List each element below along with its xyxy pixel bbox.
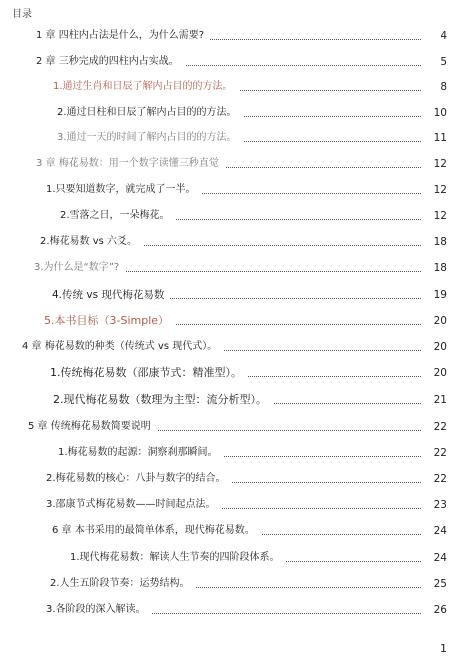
toc-entry-title[interactable]: 1.梅花易数的起源：洞察刹那瞬间。 — [58, 446, 224, 460]
toc-entry-title[interactable]: 1.只要知道数字，就完成了一半。 — [46, 183, 202, 197]
toc-entry[interactable] — [34, 261, 447, 275]
toc-entry-title[interactable]: 1.现代梅花易数：解读人生节奏的四阶段体系。 — [70, 551, 286, 565]
toc-entry[interactable] — [50, 577, 447, 591]
toc-entry-page: 22 — [433, 421, 447, 433]
toc-entry-page: 19 — [433, 289, 447, 301]
toc-entry-page: 20 — [433, 315, 447, 327]
toc-entry[interactable] — [44, 314, 447, 328]
toc-entry-page: 12 — [433, 184, 447, 196]
toc-entry-page: 25 — [433, 578, 447, 590]
toc-entry-page: 20 — [433, 367, 447, 379]
toc-entry-title[interactable]: 2 章 三秒完成的四柱内占实战。 — [36, 55, 185, 69]
toc-entry-page: 18 — [433, 236, 447, 248]
toc-entry-page: 22 — [433, 473, 447, 485]
toc-entry-title[interactable]: 2.通过日柱和日辰了解内占目的的方法。 — [57, 106, 243, 120]
toc-entry-title[interactable]: 5 章 传统梅花易数简要说明 — [28, 420, 157, 434]
toc-entry[interactable] — [22, 340, 447, 354]
toc-entry-page: 8 — [440, 81, 447, 93]
toc-entry-page: 5 — [440, 56, 447, 68]
toc-entry-page: 26 — [433, 604, 447, 616]
toc-entry[interactable] — [46, 472, 447, 486]
toc-entry[interactable] — [53, 393, 447, 407]
toc-entry-title[interactable]: 4.传统 vs 现代梅花易数 — [52, 288, 170, 302]
toc-entry[interactable] — [52, 288, 447, 302]
toc-entry-title[interactable]: 2.人生五阶段节奏：运势结构。 — [50, 577, 196, 591]
toc-heading: 目录 — [12, 9, 32, 20]
toc-entry-title[interactable]: 2.雪落之日，一朵梅花。 — [60, 209, 176, 223]
toc-entry[interactable] — [57, 131, 447, 145]
toc-entry[interactable] — [70, 551, 447, 565]
toc-entry-title[interactable]: 2.梅花易数的核心：八卦与数字的结合。 — [46, 472, 232, 486]
toc-entry-title[interactable]: 1.通过生肖和日辰了解内占目的的方法。 — [53, 80, 239, 94]
toc-entry-page: 24 — [433, 552, 447, 564]
toc-entry[interactable] — [52, 524, 447, 538]
toc-entry-page: 18 — [433, 262, 447, 274]
toc-entry[interactable] — [60, 209, 447, 223]
toc-entry-title[interactable]: 3.邵康节式梅花易数——时间起点法。 — [46, 498, 222, 512]
toc-entry-title[interactable]: 1 章 四柱内占法是什么，为什么需要? — [36, 29, 210, 43]
toc-entry[interactable] — [46, 183, 447, 197]
toc-entry[interactable] — [58, 446, 447, 460]
toc-entry-page: 12 — [433, 210, 447, 222]
toc-entry-title[interactable]: 4 章 梅花易数的种类（传统式 vs 现代式）。 — [22, 340, 223, 354]
toc-entry-page: 21 — [433, 394, 447, 406]
toc-entry-title[interactable]: 3 章 梅花易数：用一个数字读懂三秒直觉 — [36, 157, 225, 171]
toc-entry[interactable] — [57, 106, 447, 120]
toc-entry-title[interactable]: 2.梅花易数 vs 六爻。 — [40, 235, 143, 249]
toc-entry[interactable] — [53, 80, 447, 94]
toc-entry[interactable] — [50, 366, 447, 380]
toc-entry-title[interactable]: 5.本书目标（3-Simple） — [44, 314, 175, 328]
toc-entry[interactable] — [40, 235, 447, 249]
toc-entry-page: 11 — [433, 132, 447, 144]
toc-entry[interactable] — [36, 55, 447, 69]
toc-entry-title[interactable]: 6 章 本书采用的最简单体系，现代梅花易数。 — [52, 524, 261, 538]
toc-entry-title[interactable]: 3.通过一天的时间了解内占目的的方法。 — [57, 131, 243, 145]
toc-entry-title[interactable]: 3.各阶段的深入解读。 — [46, 603, 152, 617]
toc-entry[interactable] — [46, 498, 447, 512]
toc-entry[interactable] — [28, 420, 447, 434]
toc-entry-page: 23 — [433, 499, 447, 511]
toc-entry-page: 20 — [433, 341, 447, 353]
toc-entry-page: 24 — [433, 525, 447, 537]
toc-entry-title[interactable]: 1.传统梅花易数（邵康节式：精准型）。 — [50, 366, 248, 380]
toc-entry-page: 10 — [433, 107, 447, 119]
toc-entry[interactable] — [36, 29, 447, 43]
toc-entry-page: 4 — [440, 30, 447, 42]
toc-entry-title[interactable]: 3.为什么是“数字”? — [34, 261, 125, 275]
toc-entry[interactable] — [46, 603, 447, 617]
footer-page-number: 1 — [440, 642, 447, 655]
toc-entry[interactable] — [36, 157, 447, 171]
toc-entry-page: 22 — [433, 447, 447, 459]
toc-entry-title[interactable]: 2.现代梅花易数（数理为主型：流分析型）。 — [53, 393, 273, 407]
toc-entry-page: 12 — [433, 158, 447, 170]
